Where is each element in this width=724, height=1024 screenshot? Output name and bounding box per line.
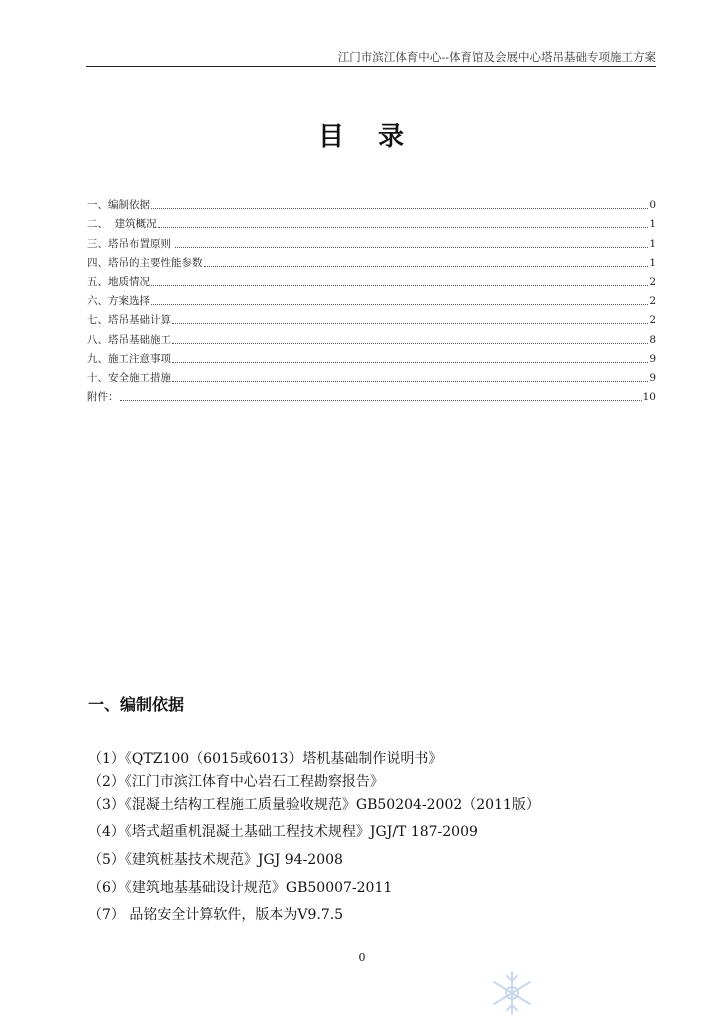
running-header: 江门市滨江体育中心--体育馆及会展中心塔吊基础专项施工方案 [337, 50, 656, 64]
toc-entry[interactable] [87, 289, 656, 308]
toc-entry-label: 附件： [87, 391, 119, 404]
toc-title [0, 116, 724, 153]
table-of-contents [87, 193, 656, 404]
toc-entry[interactable] [87, 347, 656, 366]
toc-entry[interactable] [87, 212, 656, 231]
reference-list [88, 748, 678, 931]
toc-entry[interactable] [87, 366, 656, 385]
reference-item: （4）《塔式超重机混凝土基础工程技术规程》JGJ/T 187-2009 [88, 824, 478, 840]
toc-leader [172, 362, 648, 363]
toc-entry-page: 9 [649, 352, 656, 365]
toc-entry-page: 10 [642, 391, 656, 404]
toc-entry-page: 1 [649, 218, 656, 231]
toc-entry-page: 8 [649, 333, 656, 346]
toc-leader [151, 285, 648, 286]
toc-entry[interactable] [87, 231, 656, 250]
toc-entry[interactable] [87, 308, 656, 327]
toc-leader [172, 381, 648, 382]
toc-entry-label: 二、 建筑概况 [87, 218, 157, 231]
toc-title-char: 录 [378, 122, 407, 152]
toc-entry-page: 9 [649, 371, 656, 384]
toc-entry-label: 五、地质情况 [87, 275, 150, 288]
toc-entry[interactable] [87, 385, 656, 404]
page-number: 0 [358, 951, 366, 964]
toc-leader [158, 227, 649, 228]
toc-entry[interactable] [87, 270, 656, 289]
snowflake-watermark-icon [482, 968, 542, 1018]
toc-entry-label: 九、施工注意事项 [87, 352, 171, 365]
toc-entry-label: 六、方案选择 [87, 295, 150, 308]
toc-leader [204, 266, 649, 267]
toc-leader [120, 400, 642, 401]
reference-item: （6）《建筑地基基础设计规范》GB50007-2011 [88, 880, 393, 896]
toc-title-char: 目 [317, 122, 346, 152]
toc-leader [172, 323, 648, 324]
toc-entry-label: 四、塔吊的主要性能参数 [87, 256, 203, 269]
toc-entry-label: 十、安全施工措施 [87, 371, 171, 384]
toc-entry-label: 八、塔吊基础施工 [87, 333, 171, 346]
toc-entry-page: 1 [649, 256, 656, 269]
reference-item: （2）《江门市滨江体育中心岩石工程勘察报告》 [88, 774, 384, 790]
toc-entry-page: 0 [649, 199, 656, 212]
reference-item: （1）《QTZ100（6015或6013）塔机基础制作说明书》 [88, 751, 443, 767]
reference-item: （5）《建筑桩基技术规范》JGJ 94-2008 [88, 852, 343, 868]
toc-leader [172, 343, 648, 344]
toc-entry-page: 2 [649, 314, 656, 327]
toc-entry-label: 七、塔吊基础计算 [87, 314, 171, 327]
toc-entry-label: 三、塔吊布置原则 [87, 237, 175, 250]
toc-leader [151, 208, 648, 209]
toc-leader [151, 304, 648, 305]
toc-entry[interactable] [87, 251, 656, 270]
toc-leader [175, 247, 648, 248]
header-divider [86, 66, 656, 67]
toc-entry-label: 一、编制依据 [87, 199, 150, 212]
toc-entry[interactable] [87, 193, 656, 212]
toc-entry-page: 2 [649, 295, 656, 308]
toc-entry-page: 2 [649, 275, 656, 288]
reference-item: （7） 品铭安全计算软件，版本为V9.7.5 [88, 907, 344, 923]
reference-item: （3）《混凝土结构工程施工质量验收规范》GB50204-2002（2011版） [88, 797, 540, 813]
toc-entry[interactable] [87, 327, 656, 346]
toc-entry-page: 1 [649, 237, 656, 250]
section-heading: 一、编制依据 [88, 695, 185, 714]
